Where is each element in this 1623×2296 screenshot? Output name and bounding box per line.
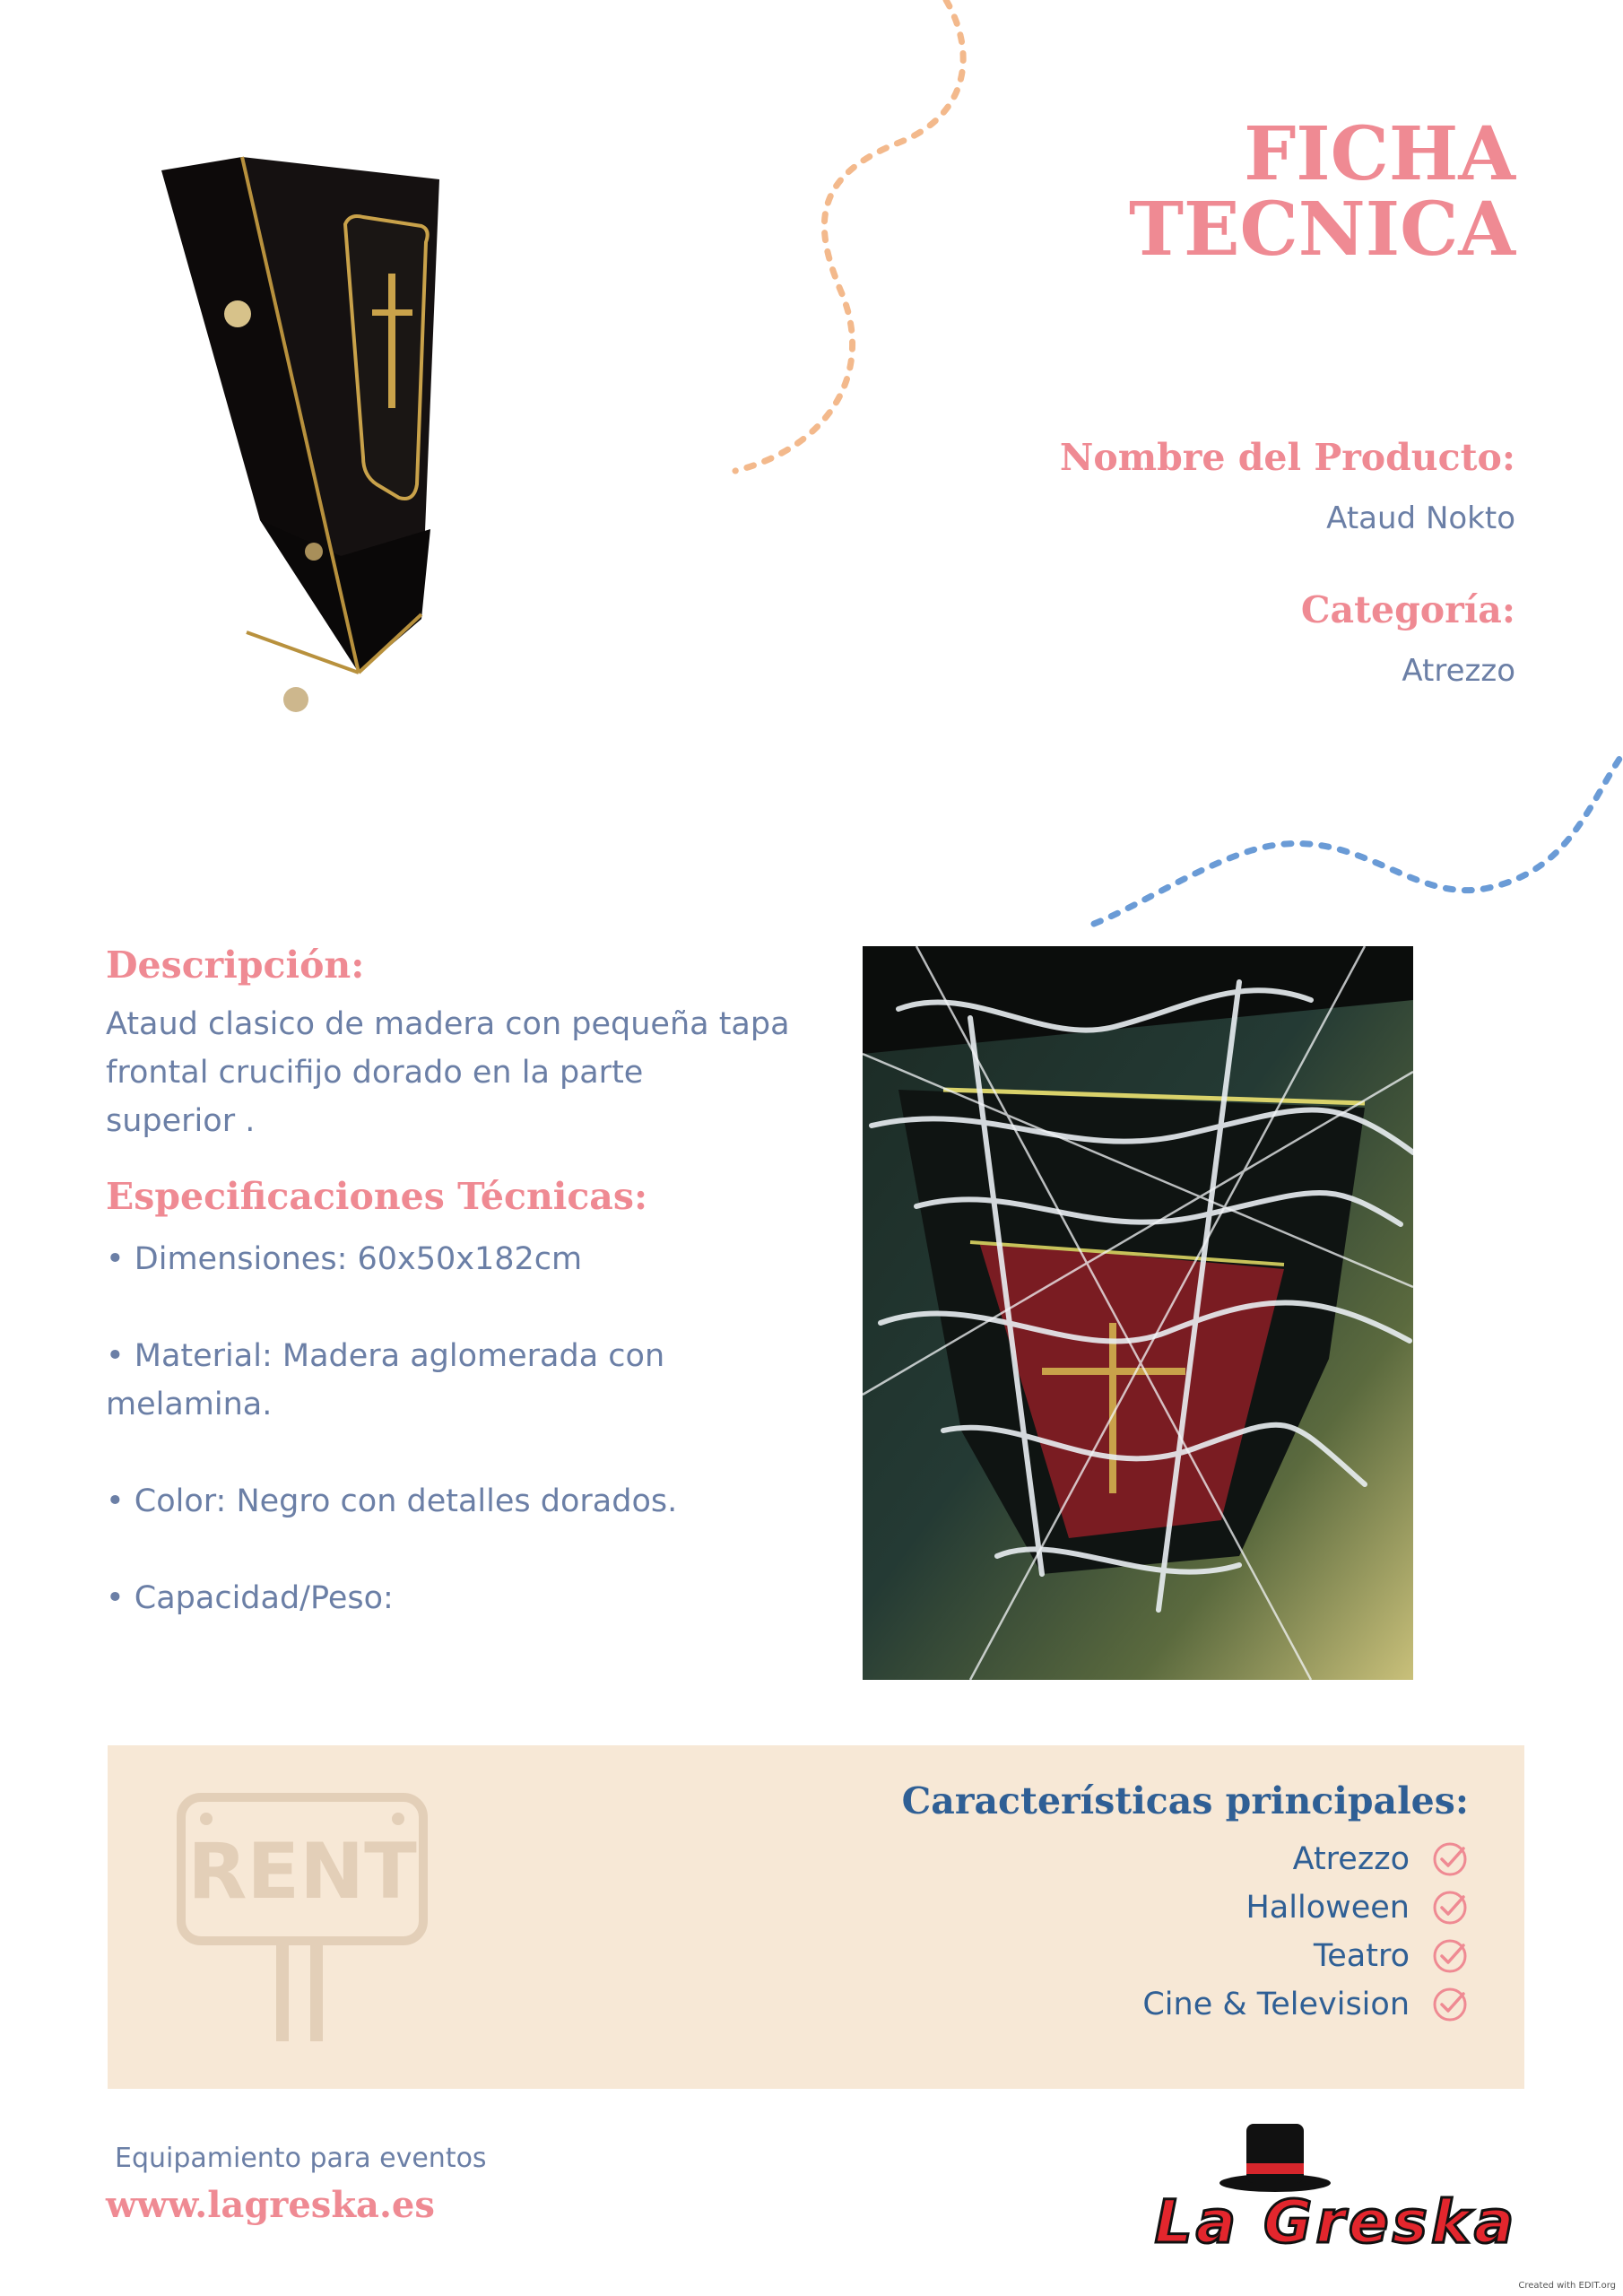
title-line-2: TECNICA [1129, 187, 1515, 273]
dotted-curve-blue [1085, 753, 1623, 969]
product-photo-cobwebs [863, 946, 1413, 1680]
check-circle-icon [1431, 1840, 1469, 1878]
description-text [106, 1000, 841, 1145]
product-photo-coffin [152, 144, 457, 807]
la-greska-logo [1139, 2117, 1533, 2260]
feature-item [1142, 1986, 1469, 2023]
feature-item-label: Halloween [1245, 1890, 1410, 1926]
category-value: Atrezzo [1402, 653, 1515, 689]
feature-item [1245, 1889, 1469, 1926]
spec-dimensions: • Dimensiones: 60x50x182cm [106, 1241, 583, 1277]
feature-item [1293, 1840, 1469, 1878]
feature-item [1314, 1937, 1469, 1975]
title-line-1: FICHA [1244, 111, 1515, 197]
feature-item-label: Atrezzo [1292, 1841, 1410, 1877]
description-line: Ataud clasico de madera con pequeña tapa [106, 1006, 790, 1042]
credit-text: Created with EDIT.org [1518, 2281, 1616, 2291]
feature-item-label: Cine & Television [1142, 1987, 1410, 2022]
feature-item-label: Teatro [1313, 1938, 1410, 1974]
rent-sign-icon [176, 1792, 429, 2043]
spec-material-line-1: • Material: Madera aglomerada con [106, 1338, 665, 1374]
check-circle-icon [1431, 1937, 1469, 1975]
product-name-value: Ataud Nokto [1326, 500, 1515, 536]
footer-url-link[interactable]: www.lagreska.es [106, 2184, 435, 2226]
specs-label: Especificaciones Técnicas: [106, 1175, 648, 1218]
page-title [888, 111, 1515, 273]
description-label: Descripción: [106, 944, 365, 987]
rent-sign-text: RENT [187, 1827, 417, 1917]
spec-material-line-2: melamina. [106, 1387, 273, 1422]
spec-color: • Color: Negro con detalles dorados. [106, 1483, 678, 1519]
check-circle-icon [1431, 1889, 1469, 1926]
product-name-label: Nombre del Producto: [1059, 436, 1515, 479]
features-banner [108, 1745, 1524, 2089]
description-line: superior . [106, 1103, 256, 1139]
description-line: frontal crucifijo dorado en la parte [106, 1055, 644, 1091]
features-label: Características principales: [901, 1779, 1469, 1822]
footer-tagline: Equipamiento para eventos [115, 2143, 487, 2174]
category-label: Categoría: [1300, 588, 1515, 631]
logo-text: La Greska [1154, 2187, 1518, 2257]
spec-capacity: • Capacidad/Peso: [106, 1580, 394, 1616]
check-circle-icon [1431, 1986, 1469, 2023]
